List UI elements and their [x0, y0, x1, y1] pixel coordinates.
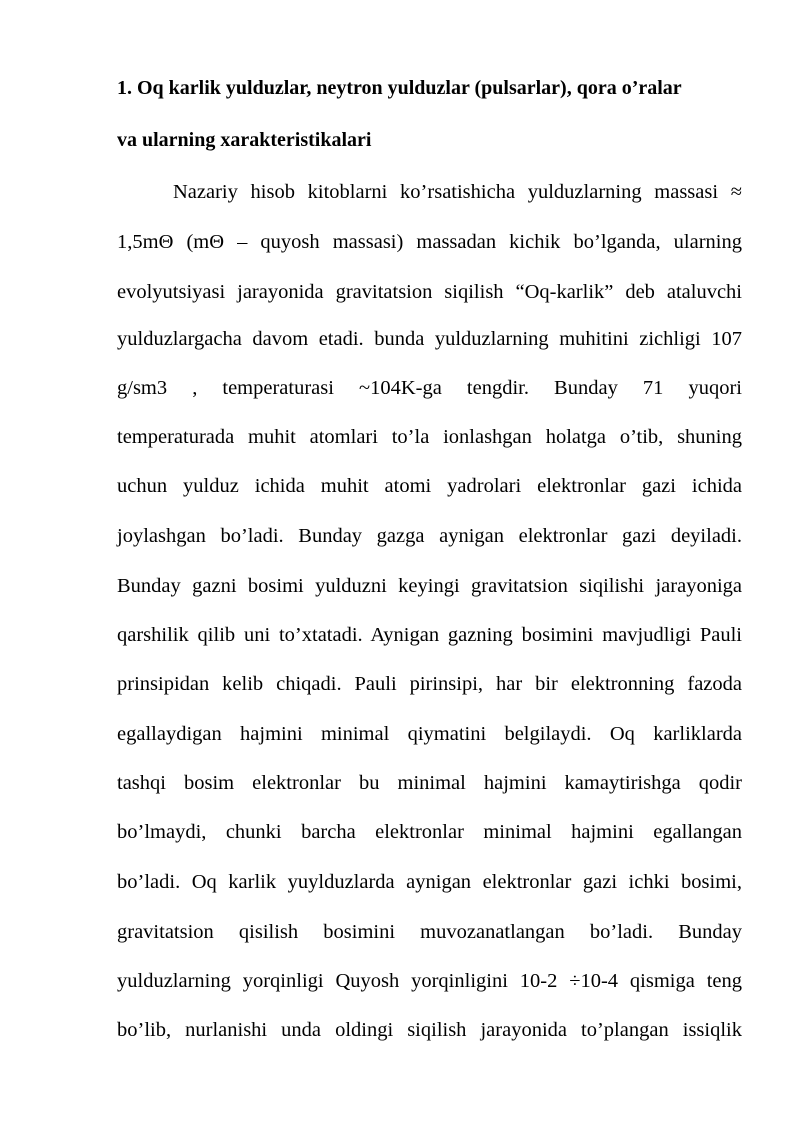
paragraph-line: prinsipidan kelib chiqadi. Pauli pirinsipi, har bir elektronning fazoda — [117, 673, 742, 695]
paragraph-line: Nazariy hisob kitoblarni ko’rsatishicha yulduzlarning massasi ≈ — [173, 181, 742, 203]
paragraph-line: bo’ladi. Oq karlik yuylduzlarda aynigan elektronlar gazi ichki bosimi, — [117, 871, 742, 893]
paragraph-line: Bunday gazni bosimi yulduzni keyingi gravitatsion siqilishi jarayoniga — [117, 575, 742, 597]
paragraph-line: qarshilik qilib uni to’xtatadi. Aynigan gazning bosimini mavjudligi Pauli — [117, 624, 742, 646]
paragraph-line: bo’lmaydi, chunki barcha elektronlar minimal hajmini egallangan — [117, 821, 742, 843]
paragraph-line: gravitatsion qisilish bosimini muvozanatlangan bo’ladi. Bunday — [117, 921, 742, 943]
paragraph-line: tashqi bosim elektronlar bu minimal hajmini kamaytirishga qodir — [117, 772, 742, 794]
paragraph-line: yulduzlarning yorqinligi Quyosh yorqinligini 10-2 ÷10-4 qismiga teng — [117, 970, 742, 992]
paragraph-line: yulduzlargacha davom etadi. bunda yulduzlarning muhitini zichligi 107 — [117, 328, 742, 350]
paragraph-line: uchun yulduz ichida muhit atomi yadrolari elektronlar gazi ichida — [117, 475, 742, 497]
paragraph-line: g/sm3 , temperaturasi ~104K-ga tengdir. Bunday 71 yuqori — [117, 377, 742, 399]
paragraph-line: 1,5mΘ (mΘ – quyosh massasi) massadan kichik bo’lganda, ularning — [117, 231, 742, 253]
section-heading-line-1: 1. Oq karlik yulduzlar, neytron yulduzlar (pulsarlar), qora o’ralar — [117, 77, 682, 99]
paragraph-line: evolyutsiyasi jarayonida gravitatsion siqilish “Oq-karlik” deb ataluvchi — [117, 281, 742, 303]
paragraph-line: joylashgan bo’ladi. Bunday gazga aynigan elektronlar gazi deyiladi. — [117, 525, 742, 547]
section-heading-line-2: va ularning xarakteristikalari — [117, 129, 372, 151]
paragraph-line: bo’lib, nurlanishi unda oldingi siqilish jarayonida to’plangan issiqlik — [117, 1019, 742, 1041]
paragraph-line: temperaturada muhit atomlari to’la ionlashgan holatga o’tib, shuning — [117, 426, 742, 448]
paragraph-line: egallaydigan hajmini minimal qiymatini belgilaydi. Oq karliklarda — [117, 723, 742, 745]
